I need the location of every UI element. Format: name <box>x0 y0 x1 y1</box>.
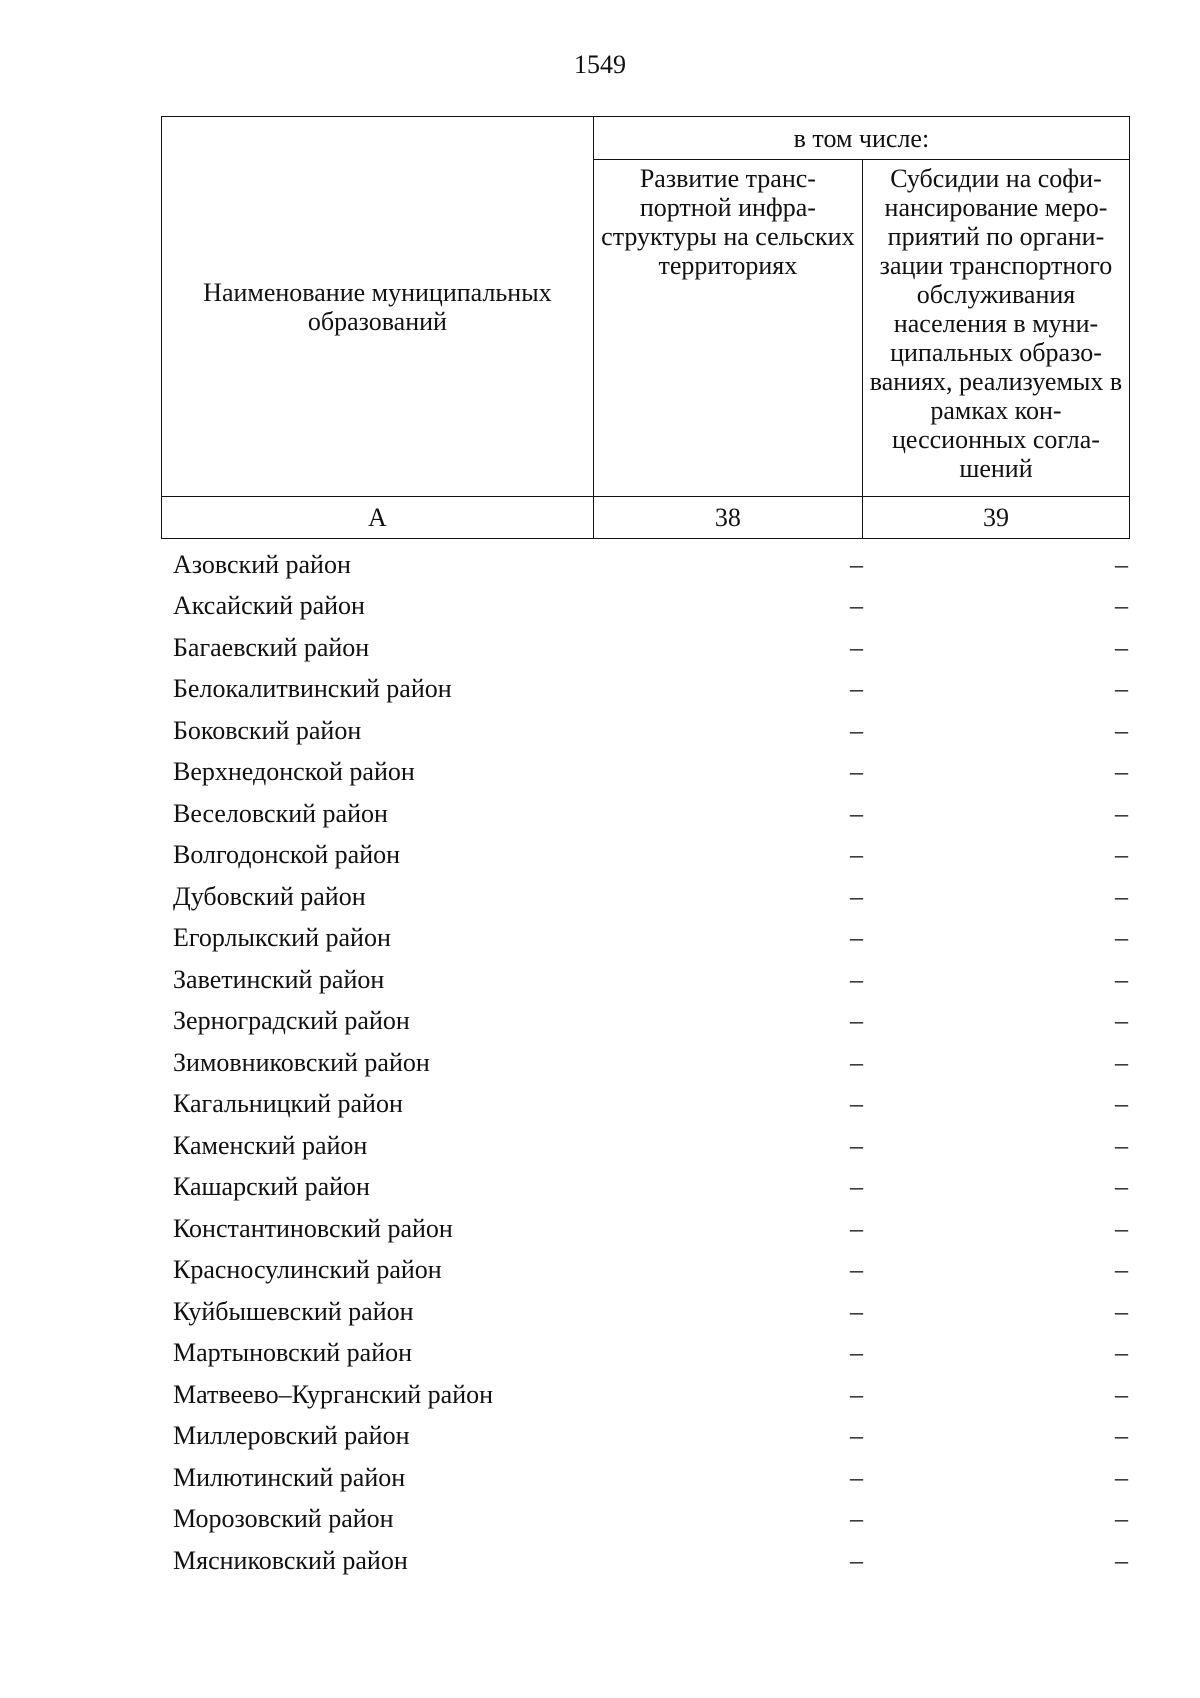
header-column-38: Развитие транспортной инфраструктуры на сельских территориях <box>593 160 862 497</box>
row-value-39: – <box>1115 757 1128 787</box>
row-value-39: – <box>1115 1047 1128 1077</box>
row-value-38: – <box>850 1504 863 1534</box>
row-value-39: – <box>1115 1130 1128 1160</box>
header-name-column: Наименование муниципальных образований <box>162 117 594 497</box>
row-value-38: – <box>850 923 863 953</box>
row-name: Кагальницкий район <box>173 1089 403 1119</box>
row-value-39: – <box>1115 1255 1128 1285</box>
table-row <box>161 1084 1130 1126</box>
table-body <box>161 544 1130 1582</box>
table-row <box>161 1499 1130 1541</box>
row-value-39: – <box>1115 1504 1128 1534</box>
row-value-39: – <box>1115 1089 1128 1119</box>
header-index-a: А <box>162 497 594 539</box>
row-value-38: – <box>850 549 863 579</box>
table-row <box>161 918 1130 960</box>
table-row <box>161 1333 1130 1375</box>
table-row <box>161 1291 1130 1333</box>
row-value-38: – <box>850 1379 863 1409</box>
row-name: Волгодонской район <box>173 840 401 870</box>
row-value-38: – <box>850 1089 863 1119</box>
row-name: Константиновский район <box>173 1213 453 1243</box>
table-row <box>161 752 1130 794</box>
header-row-index <box>162 497 1130 539</box>
table-row <box>161 627 1130 669</box>
row-value-38: – <box>850 798 863 828</box>
row-name: Матвеево–Курганский район <box>173 1379 494 1409</box>
row-name: Миллеровский район <box>173 1421 410 1451</box>
row-value-39: – <box>1115 923 1128 953</box>
table-row <box>161 1001 1130 1043</box>
table-row <box>161 1042 1130 1084</box>
table-row <box>161 1416 1130 1458</box>
row-name: Заветинский район <box>173 964 385 994</box>
table-row <box>161 710 1130 752</box>
row-value-39: – <box>1115 881 1128 911</box>
table-row <box>161 835 1130 877</box>
row-value-39: – <box>1115 1006 1128 1036</box>
row-value-39: – <box>1115 1421 1128 1451</box>
row-value-38: – <box>850 1130 863 1160</box>
header-index-39: 39 <box>862 497 1129 539</box>
table-row <box>161 544 1130 586</box>
row-value-39: – <box>1115 1379 1128 1409</box>
row-value-39: – <box>1115 1213 1128 1243</box>
row-name: Зимовниковский район <box>173 1047 430 1077</box>
row-value-38: – <box>850 1006 863 1036</box>
row-name: Верхнедонской район <box>173 757 415 787</box>
row-value-39: – <box>1115 1462 1128 1492</box>
row-value-38: – <box>850 1213 863 1243</box>
row-name: Багаевский район <box>173 632 370 662</box>
row-value-38: – <box>850 964 863 994</box>
row-value-38: – <box>850 1338 863 1368</box>
row-value-39: – <box>1115 632 1128 662</box>
row-value-39: – <box>1115 549 1128 579</box>
row-value-38: – <box>850 715 863 745</box>
header-table <box>161 116 1130 539</box>
row-name: Зерноградский район <box>173 1006 410 1036</box>
row-value-39: – <box>1115 1296 1128 1326</box>
row-value-39: – <box>1115 840 1128 870</box>
row-name: Мясниковский район <box>173 1545 408 1575</box>
row-value-38: – <box>850 881 863 911</box>
row-name: Куйбышевский район <box>173 1296 414 1326</box>
row-name: Морозовский район <box>173 1504 394 1534</box>
header-group-label: в том числе: <box>593 117 1129 160</box>
table-row <box>161 793 1130 835</box>
row-value-39: – <box>1115 674 1128 704</box>
row-name: Веселовский район <box>173 798 388 828</box>
table-row <box>161 1250 1130 1292</box>
table-row <box>161 1540 1130 1582</box>
row-value-38: – <box>850 1462 863 1492</box>
row-value-38: – <box>850 1545 863 1575</box>
row-value-38: – <box>850 1172 863 1202</box>
row-value-39: – <box>1115 964 1128 994</box>
header-row-group <box>162 117 1130 160</box>
table-row <box>161 959 1130 1001</box>
table-row <box>161 1457 1130 1499</box>
row-name: Милютинский район <box>173 1462 406 1492</box>
row-name: Мартыновский район <box>173 1338 413 1368</box>
row-value-38: – <box>850 674 863 704</box>
row-value-39: – <box>1115 1338 1128 1368</box>
row-value-39: – <box>1115 798 1128 828</box>
row-name: Кашарский район <box>173 1172 370 1202</box>
table-row <box>161 586 1130 628</box>
row-value-39: – <box>1115 591 1128 621</box>
row-name: Егорлыкский район <box>173 923 391 953</box>
row-value-38: – <box>850 591 863 621</box>
table-row <box>161 1167 1130 1209</box>
header-index-38: 38 <box>593 497 862 539</box>
header-column-39: Субсидии на софинансирование мероприятий по организации транспортного обслуживания населения в муниципальных образованиях, реализуемых в рамках концессионных соглашений <box>862 160 1129 497</box>
page-number: 1549 <box>574 50 626 79</box>
row-value-38: – <box>850 757 863 787</box>
row-value-39: – <box>1115 1545 1128 1575</box>
row-value-38: – <box>850 1255 863 1285</box>
row-name: Дубовский район <box>173 881 366 911</box>
row-name: Азовский район <box>173 549 351 579</box>
row-value-39: – <box>1115 715 1128 745</box>
row-name: Белокалитвинский район <box>173 674 452 704</box>
row-name: Красносулинский район <box>173 1255 442 1285</box>
table-row <box>161 1374 1130 1416</box>
table-row <box>161 1125 1130 1167</box>
row-value-38: – <box>850 840 863 870</box>
table-row <box>161 669 1130 711</box>
row-value-38: – <box>850 1421 863 1451</box>
row-value-39: – <box>1115 1172 1128 1202</box>
row-name: Аксайский район <box>173 591 365 621</box>
row-value-38: – <box>850 1047 863 1077</box>
row-name: Боковский район <box>173 715 362 745</box>
row-value-38: – <box>850 632 863 662</box>
table-row <box>161 876 1130 918</box>
row-name: Каменский район <box>173 1130 368 1160</box>
table-row <box>161 1208 1130 1250</box>
row-value-38: – <box>850 1296 863 1326</box>
